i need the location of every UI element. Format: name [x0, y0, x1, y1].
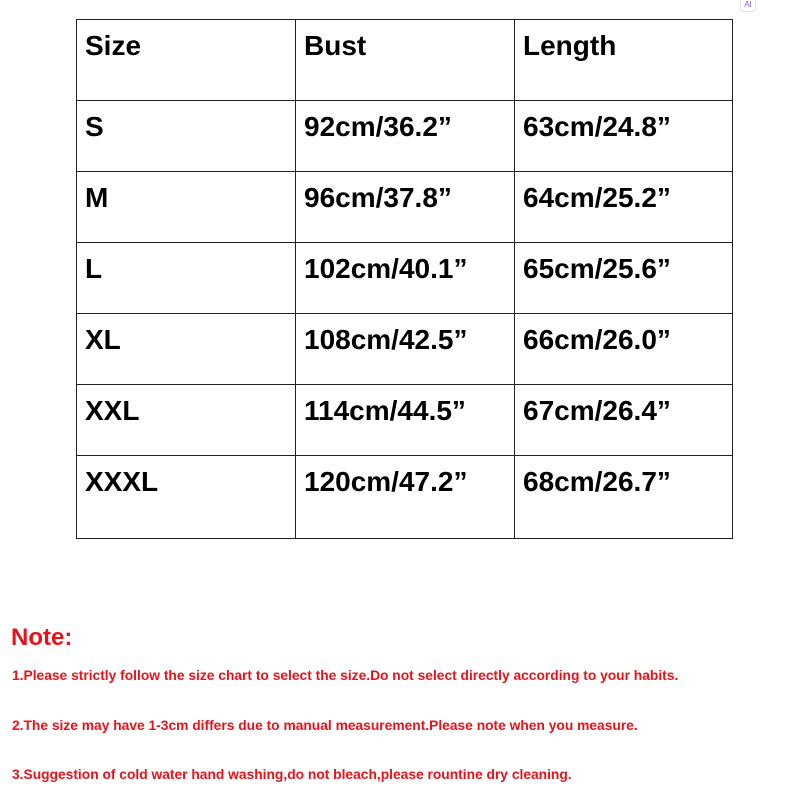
cell-length: 63cm/24.8”	[515, 101, 733, 172]
cell-size: S	[77, 101, 296, 172]
note-item-1: 1.Please strictly follow the size chart to select the size.Do not select directly according to your habits.	[12, 668, 679, 683]
table-row	[77, 101, 733, 172]
table-row	[77, 456, 733, 539]
note-item-2: 2.The size may have 1-3cm differs due to manual measurement.Please note when you measure.	[12, 718, 638, 733]
size-chart-table	[76, 19, 733, 539]
cell-bust: 102cm/40.1”	[296, 243, 515, 314]
table-header-row	[77, 20, 733, 101]
cell-bust: 120cm/47.2”	[296, 456, 515, 539]
table-row	[77, 314, 733, 385]
cell-length: 66cm/26.0”	[515, 314, 733, 385]
cell-bust: 92cm/36.2”	[296, 101, 515, 172]
note-item-3: 3.Suggestion of cold water hand washing,do not bleach,please rountine dry cleaning.	[12, 767, 572, 782]
header-length: Length	[515, 20, 733, 101]
cell-size: L	[77, 243, 296, 314]
cell-size: XL	[77, 314, 296, 385]
note-title: Note:	[11, 624, 73, 651]
cell-length: 65cm/25.6”	[515, 243, 733, 314]
ai-badge: AI	[740, 0, 756, 12]
cell-bust: 96cm/37.8”	[296, 172, 515, 243]
cell-bust: 114cm/44.5”	[296, 385, 515, 456]
cell-size: M	[77, 172, 296, 243]
cell-length: 67cm/26.4”	[515, 385, 733, 456]
cell-bust: 108cm/42.5”	[296, 314, 515, 385]
cell-size: XXL	[77, 385, 296, 456]
cell-size: XXXL	[77, 456, 296, 539]
header-bust: Bust	[296, 20, 515, 101]
cell-length: 64cm/25.2”	[515, 172, 733, 243]
table-row	[77, 385, 733, 456]
header-size: Size	[77, 20, 296, 101]
table-row	[77, 243, 733, 314]
table-row	[77, 172, 733, 243]
cell-length: 68cm/26.7”	[515, 456, 733, 539]
